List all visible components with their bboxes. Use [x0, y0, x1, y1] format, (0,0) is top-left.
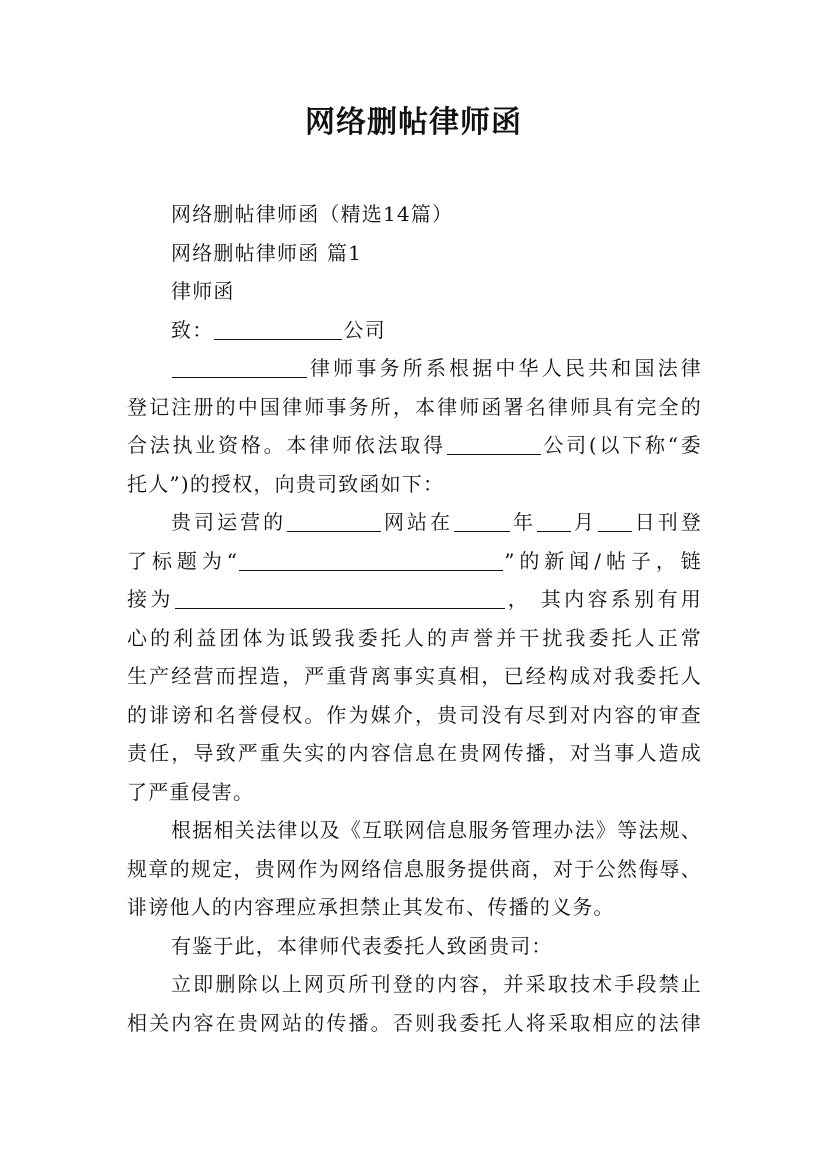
paragraph-1-line-2: 登记注册的中国律师事务所，本律师函署名律师具有完全的 [127, 394, 702, 419]
paragraph-1-line-1 [127, 349, 702, 388]
document-body [127, 195, 702, 1042]
link-blank [175, 588, 505, 609]
letter-heading: 律师函 [171, 279, 235, 303]
paragraph-2-line-8: 了严重侵害。 [127, 779, 255, 804]
paragraph-2-line-2 [127, 542, 702, 581]
website-blank [287, 511, 381, 532]
section-heading: 网络删帖律师函 篇1 [171, 240, 363, 265]
paragraph-text: 贵司运营的 [171, 510, 287, 534]
paragraph-text: ”的新闻/帖子，链 [504, 548, 702, 573]
law-firm-blank [172, 357, 307, 378]
subtitle-line: 网络删帖律师函（精选14篇） [171, 202, 454, 226]
addressee-suffix: 公司 [343, 317, 386, 342]
year-blank [454, 511, 510, 532]
paragraph-3-line-3: 诽谤他人的内容理应承担禁止其发布、传播的义务。 [127, 895, 615, 919]
paragraph-text: 月 [572, 510, 597, 534]
company-blank [214, 319, 342, 340]
paragraph-5-line-1: 立即删除以上网页所刊登的内容，并采取技术手段禁止 [171, 972, 702, 996]
paragraph-2-line-3 [127, 580, 702, 619]
client-company-blank [447, 434, 541, 455]
document-title: 网络删帖律师函 [305, 105, 522, 140]
paragraph-1-line-3 [127, 426, 702, 465]
paragraph-1-line-4: 托人”)的授权，向贵司致函如下： [127, 471, 445, 496]
paragraph-text: 网站在 [382, 510, 454, 534]
paragraph-text: ， 其内容系别有用 [505, 587, 702, 611]
paragraph-text: 合法执业资格。本律师依法取得 [127, 433, 446, 457]
paragraph-4-line-1: 有鉴于此，本律师代表委托人致函贵司： [171, 933, 553, 958]
paragraph-text: 日刊登 [632, 510, 702, 534]
paragraph-2-line-5: 生产经营而捏造，严重背离事实真相，已经构成对我委托人 [127, 664, 702, 688]
paragraph-text: 了标题为“ [127, 548, 239, 573]
paragraph-3-line-1: 根据相关法律以及《互联网信息服务管理办法》等法规、 [171, 818, 702, 842]
day-blank [598, 511, 632, 532]
paragraph-5-line-2: 相关内容在贵网站的传播。否则我委托人将采取相应的法律 [127, 1010, 702, 1035]
month-blank [537, 511, 571, 532]
paragraph-2-line-1 [127, 503, 702, 542]
paragraph-3-line-2: 规章的规定，贵网作为网络信息服务提供商，对于公然侮辱、 [127, 856, 702, 881]
paragraph-text: 接为 [127, 587, 174, 611]
paragraph-text: 律师事务所系根据中华人民共和国法律 [308, 356, 702, 380]
paragraph-text: 年 [511, 510, 537, 534]
headline-blank [239, 550, 503, 571]
paragraph-2-line-4: 心的利益团体为诋毁我委托人的声誉并干扰我委托人正常 [127, 625, 702, 650]
addressee-line [127, 311, 702, 350]
addressee-prefix: 致： [171, 317, 214, 342]
paragraph-text: 公司(以下称“委 [541, 433, 702, 457]
paragraph-2-line-6: 的诽谤和名誉侵权。作为媒介，贵司没有尽到对内容的审查 [127, 702, 702, 727]
paragraph-2-line-7: 责任，导致严重失实的内容信息在贵网传播，对当事人造成 [127, 741, 702, 765]
